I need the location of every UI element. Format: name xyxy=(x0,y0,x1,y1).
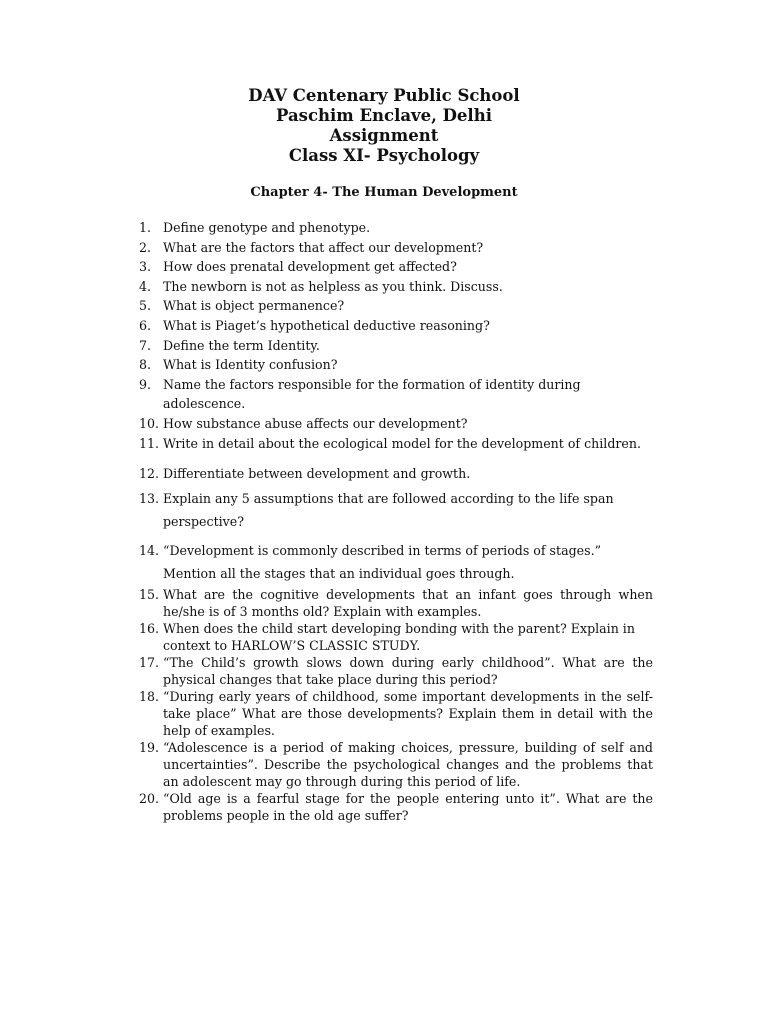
question-item xyxy=(139,487,653,534)
question-number: 6. xyxy=(139,317,152,333)
question-number: 7. xyxy=(139,337,152,353)
question-number: 17. xyxy=(139,654,160,670)
question-item xyxy=(139,336,653,356)
question-number: 16. xyxy=(139,620,160,636)
question-text: What is object permanence? xyxy=(163,298,345,314)
question-number: 19. xyxy=(139,739,160,755)
question-text: The newborn is not as helpless as you think. Discuss. xyxy=(163,278,503,294)
question-number: 20. xyxy=(139,790,160,806)
question-item xyxy=(139,654,653,688)
question-number: 1. xyxy=(139,220,152,235)
question-item xyxy=(139,257,653,277)
question-item xyxy=(139,464,653,484)
question-text: “Adolescence is a period of making choices, pressure, building of self and uncertainties”. Describe the psychological changes and the problems that an adolescent may go through during this period of life. xyxy=(163,739,653,789)
question-item xyxy=(139,238,653,258)
question-text: Write in detail about the ecological model for the development of children. xyxy=(163,435,641,451)
class-subject: Class XI- Psychology xyxy=(288,146,480,165)
question-item xyxy=(139,586,653,620)
question-number: 18. xyxy=(139,688,160,704)
question-number: 12. xyxy=(139,466,160,482)
question-item xyxy=(139,620,653,654)
question-text: What are the cognitive developments that an infant goes through when he/she is of 3 months old? Explain with examples. xyxy=(163,586,653,619)
document-type: Assignment xyxy=(329,126,439,145)
question-number: 2. xyxy=(139,239,152,255)
question-list xyxy=(139,218,653,824)
question-number: 8. xyxy=(139,357,152,373)
question-number: 14. xyxy=(139,542,160,558)
question-item xyxy=(139,277,653,297)
question-number: 10. xyxy=(139,415,160,431)
question-item xyxy=(139,688,653,739)
question-text: Explain any 5 assumptions that are followed according to the life span perspective? xyxy=(163,490,614,530)
question-item xyxy=(139,434,653,454)
question-number: 4. xyxy=(139,278,152,294)
question-item xyxy=(139,739,653,790)
question-number: 15. xyxy=(139,586,160,602)
question-text: “Old age is a fearful stage for the people entering unto it”. What are the problems people in the old age suffer? xyxy=(163,790,653,823)
question-number: 13. xyxy=(139,490,160,506)
question-item xyxy=(139,375,653,414)
question-text: “The Child’s growth slows down during early childhood”. What are the physical changes that take place during this period? xyxy=(163,654,653,687)
question-text: What are the factors that affect our development? xyxy=(163,239,484,255)
question-text: How does prenatal development get affected? xyxy=(163,259,457,275)
question-text: What is Identity confusion? xyxy=(163,357,338,373)
question-number: 11. xyxy=(139,435,160,451)
question-text: When does the child start developing bonding with the parent? Explain in context to HARLOW’S CLASSIC STUDY. xyxy=(163,620,635,653)
question-item xyxy=(139,316,653,336)
question-item xyxy=(139,790,653,824)
question-text: “Development is commonly described in terms of periods of stages.” Mention all the stages that an individual goes through. xyxy=(163,542,602,582)
question-text: Differentiate between development and growth. xyxy=(163,466,471,482)
question-text: How substance abuse affects our development? xyxy=(163,415,468,431)
question-item xyxy=(139,539,653,586)
document-header xyxy=(0,86,768,166)
question-text: What is Piaget’s hypothetical deductive reasoning? xyxy=(163,317,490,333)
question-item xyxy=(139,414,653,434)
question-text: Define genotype and phenotype. xyxy=(163,220,371,235)
question-text: “During early years of childhood, some important developments in the self-take place” What are those developments? Explain them in detail with the help of examples. xyxy=(163,688,653,738)
school-name: DAV Centenary Public School xyxy=(248,86,520,105)
question-number: 9. xyxy=(139,376,152,392)
question-text: Define the term Identity. xyxy=(163,337,320,353)
question-item xyxy=(139,218,653,238)
question-number: 3. xyxy=(139,259,152,275)
school-location: Paschim Enclave, Delhi xyxy=(276,106,492,125)
question-item xyxy=(139,355,653,375)
chapter-title: Chapter 4- The Human Development xyxy=(250,185,518,200)
question-number: 5. xyxy=(139,298,152,314)
question-item xyxy=(139,296,653,316)
question-text: Name the factors responsible for the formation of identity during adolescence. xyxy=(163,376,581,412)
